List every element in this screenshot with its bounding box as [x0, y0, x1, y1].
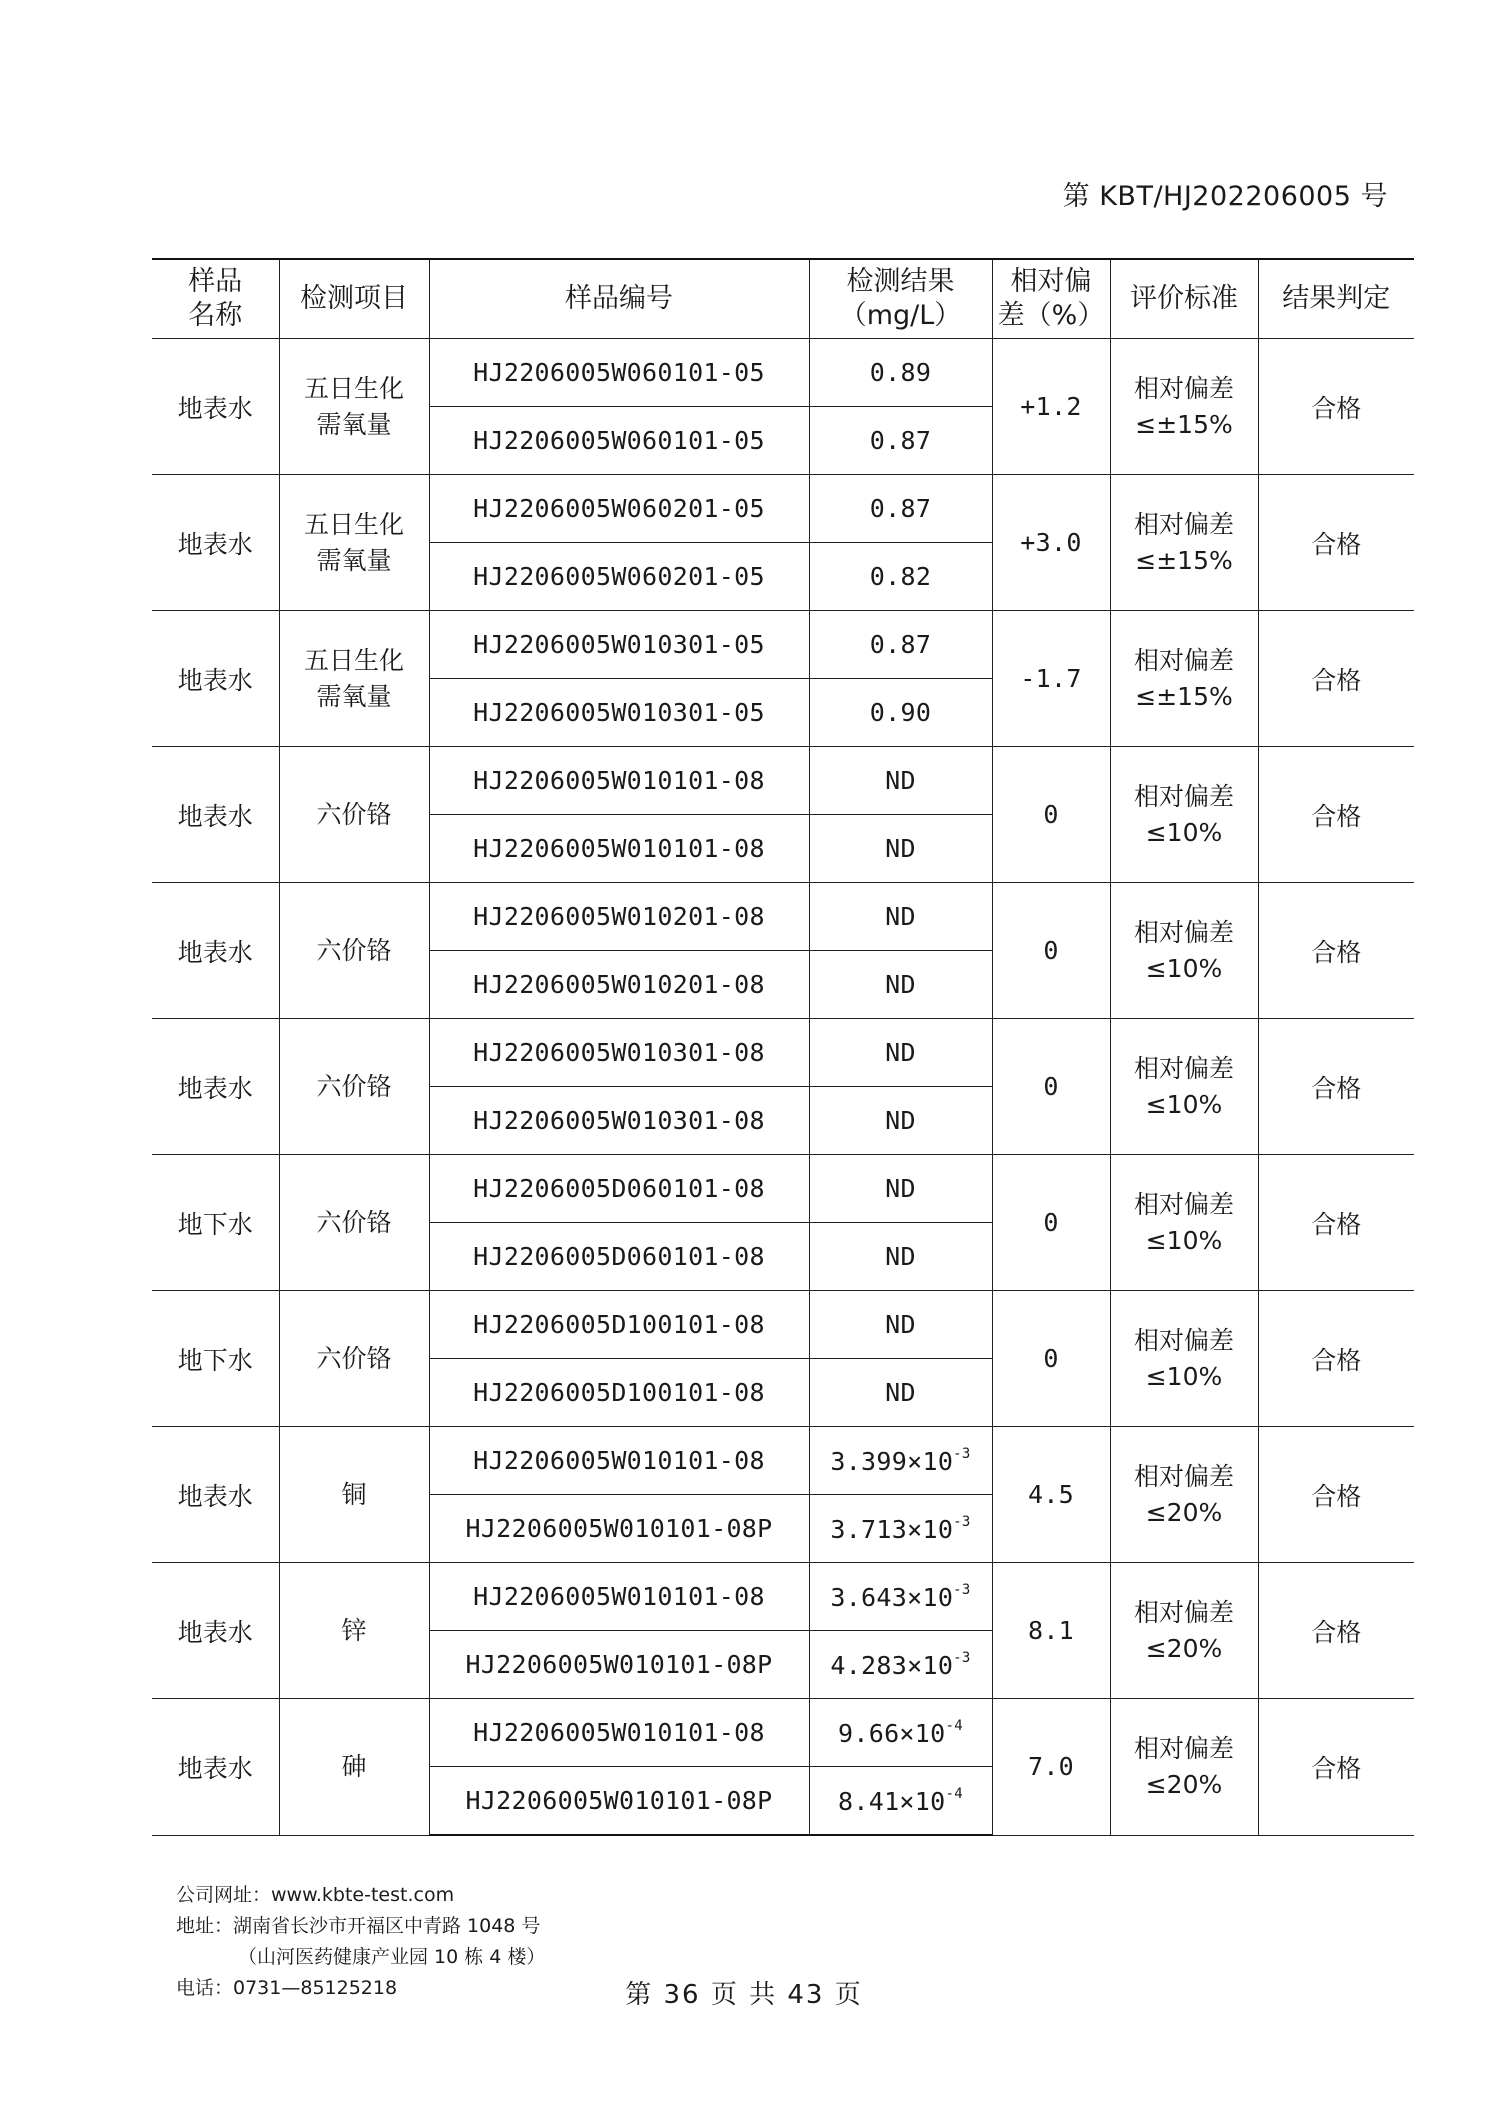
test-item-cell: 铜: [279, 1427, 429, 1563]
test-item-cell: 砷: [279, 1699, 429, 1836]
sample-id-cell: HJ2206005W010301-08: [429, 1087, 809, 1155]
standard-cell: 相对偏差 ≤10%: [1110, 1155, 1258, 1291]
result-cell: ND: [809, 1359, 992, 1427]
sample-id-cell: HJ2206005W060201-05: [429, 475, 809, 543]
result-exponent: -3: [953, 1649, 971, 1666]
sample-id-cell: HJ2206005W060101-05: [429, 339, 809, 407]
sample-id-cell: HJ2206005W010101-08P: [429, 1767, 809, 1836]
test-item-cell: 五日生化 需氧量: [279, 611, 429, 747]
header-sample-id: 样品编号: [429, 259, 809, 339]
table-row: [152, 1699, 1414, 1767]
result-cell: 0.87: [809, 611, 992, 679]
table-row: [152, 475, 1414, 543]
sample-id-cell: HJ2206005W010101-08: [429, 1699, 809, 1767]
judgement-cell: 合格: [1258, 747, 1414, 883]
result-cell: ND: [809, 747, 992, 815]
sample-name-cell: 地表水: [152, 611, 279, 747]
sample-name-cell: 地表水: [152, 1563, 279, 1699]
standard-cell: 相对偏差 ≤20%: [1110, 1699, 1258, 1836]
header-relative-deviation: 相对偏 差（%）: [992, 259, 1110, 339]
standard-cell: 相对偏差 ≤20%: [1110, 1427, 1258, 1563]
result-cell: ND: [809, 883, 992, 951]
deviation-cell: 4.5: [992, 1427, 1110, 1563]
result-cell: $3.713\times 10^{-3}$: [809, 1495, 992, 1563]
table-row: [152, 611, 1414, 679]
result-exponent: -4: [945, 1785, 963, 1802]
header-standard: 评价标准: [1110, 259, 1258, 339]
sample-name-cell: 地表水: [152, 339, 279, 475]
result-exponent: -4: [945, 1717, 963, 1734]
test-item-cell: 六价铬: [279, 1291, 429, 1427]
table-row: [152, 747, 1414, 815]
result-cell: 0.89: [809, 339, 992, 407]
table-row: [152, 1291, 1414, 1359]
judgement-cell: 合格: [1258, 475, 1414, 611]
deviation-cell: 0: [992, 1019, 1110, 1155]
sample-name-cell: 地下水: [152, 1291, 279, 1427]
sample-id-cell: HJ2206005W010101-08P: [429, 1495, 809, 1563]
deviation-cell: +1.2: [992, 339, 1110, 475]
judgement-cell: 合格: [1258, 1563, 1414, 1699]
table-header-row: [152, 259, 1414, 339]
deviation-cell: 0: [992, 1155, 1110, 1291]
judgement-cell: 合格: [1258, 883, 1414, 1019]
result-cell: 0.90: [809, 679, 992, 747]
standard-cell: 相对偏差 ≤10%: [1110, 1291, 1258, 1427]
footer-address-detail: （山河医药健康产业园 10 栋 4 楼）: [238, 1946, 546, 1968]
result-cell: ND: [809, 1019, 992, 1087]
sample-id-cell: HJ2206005D100101-08: [429, 1291, 809, 1359]
sample-name-cell: 地表水: [152, 1427, 279, 1563]
result-cell: ND: [809, 1223, 992, 1291]
judgement-cell: 合格: [1258, 1019, 1414, 1155]
sample-name-cell: 地下水: [152, 1155, 279, 1291]
result-cell: $4.283\times 10^{-3}$: [809, 1631, 992, 1699]
judgement-cell: 合格: [1258, 1699, 1414, 1836]
sample-name-cell: 地表水: [152, 475, 279, 611]
test-item-cell: 五日生化 需氧量: [279, 475, 429, 611]
header-judgement: 结果判定: [1258, 259, 1414, 339]
result-cell: ND: [809, 1155, 992, 1223]
standard-cell: 相对偏差 ≤10%: [1110, 747, 1258, 883]
header-result: 检测结果 （mg/L）: [809, 259, 992, 339]
table-body: [152, 339, 1414, 1836]
standard-cell: 相对偏差 ≤10%: [1110, 1019, 1258, 1155]
deviation-cell: -1.7: [992, 611, 1110, 747]
sample-name-cell: 地表水: [152, 747, 279, 883]
sample-id-cell: HJ2206005W010101-08P: [429, 1631, 809, 1699]
deviation-cell: 7.0: [992, 1699, 1110, 1836]
result-cell: ND: [809, 951, 992, 1019]
sample-name-cell: 地表水: [152, 883, 279, 1019]
result-cell: $8.41\times 10^{-4}$: [809, 1767, 992, 1836]
judgement-cell: 合格: [1258, 611, 1414, 747]
test-item-cell: 六价铬: [279, 1155, 429, 1291]
judgement-cell: 合格: [1258, 1155, 1414, 1291]
table-row: [152, 339, 1414, 407]
qc-results-table: [152, 258, 1414, 1836]
test-item-cell: 六价铬: [279, 883, 429, 1019]
sample-id-cell: HJ2206005W010101-08: [429, 1427, 809, 1495]
footer-phone: 电话：0731—85125218: [176, 1977, 398, 1999]
sample-id-cell: HJ2206005W010301-05: [429, 679, 809, 747]
page-number: 第 36 页 共 43 页: [625, 1980, 863, 2010]
table-row: [152, 1155, 1414, 1223]
table-row: [152, 883, 1414, 951]
result-cell: $3.643\times 10^{-3}$: [809, 1563, 992, 1631]
sample-id-cell: HJ2206005W010301-08: [429, 1019, 809, 1087]
standard-cell: 相对偏差 ≤±15%: [1110, 475, 1258, 611]
standard-cell: 相对偏差 ≤10%: [1110, 883, 1258, 1019]
footer-address: 地址：湖南省长沙市开福区中青路 1048 号: [176, 1915, 541, 1937]
header-test-item: 检测项目: [279, 259, 429, 339]
table-row: [152, 1019, 1414, 1087]
sample-id-cell: HJ2206005W010101-08: [429, 815, 809, 883]
result-cell: 0.82: [809, 543, 992, 611]
result-exponent: -3: [953, 1513, 971, 1530]
sample-name-cell: 地表水: [152, 1699, 279, 1836]
sample-id-cell: HJ2206005W010101-08: [429, 1563, 809, 1631]
result-cell: ND: [809, 815, 992, 883]
sample-id-cell: HJ2206005W010201-08: [429, 883, 809, 951]
table-row: [152, 1427, 1414, 1495]
result-cell: $9.66\times 10^{-4}$: [809, 1699, 992, 1767]
result-cell: 0.87: [809, 407, 992, 475]
sample-name-cell: 地表水: [152, 1019, 279, 1155]
test-item-cell: 六价铬: [279, 1019, 429, 1155]
test-item-cell: 五日生化 需氧量: [279, 339, 429, 475]
sample-id-cell: HJ2206005W060101-05: [429, 407, 809, 475]
sample-id-cell: HJ2206005W010201-08: [429, 951, 809, 1019]
report-number: 第 KBT/HJ202206005 号: [1062, 181, 1388, 212]
result-cell: $3.399\times 10^{-3}$: [809, 1427, 992, 1495]
result-cell: ND: [809, 1087, 992, 1155]
sample-id-cell: HJ2206005W010301-05: [429, 611, 809, 679]
judgement-cell: 合格: [1258, 339, 1414, 475]
standard-cell: 相对偏差 ≤±15%: [1110, 611, 1258, 747]
deviation-cell: 0: [992, 747, 1110, 883]
test-item-cell: 锌: [279, 1563, 429, 1699]
sample-id-cell: HJ2206005D100101-08: [429, 1359, 809, 1427]
result-exponent: -3: [953, 1445, 971, 1462]
sample-id-cell: HJ2206005W010101-08: [429, 747, 809, 815]
result-exponent: -3: [953, 1581, 971, 1598]
judgement-cell: 合格: [1258, 1291, 1414, 1427]
deviation-cell: 8.1: [992, 1563, 1110, 1699]
table-row: [152, 1563, 1414, 1631]
result-cell: ND: [809, 1291, 992, 1359]
sample-id-cell: HJ2206005D060101-08: [429, 1223, 809, 1291]
judgement-cell: 合格: [1258, 1427, 1414, 1563]
standard-cell: 相对偏差 ≤±15%: [1110, 339, 1258, 475]
result-cell: 0.87: [809, 475, 992, 543]
deviation-cell: +3.0: [992, 475, 1110, 611]
sample-id-cell: HJ2206005W060201-05: [429, 543, 809, 611]
test-item-cell: 六价铬: [279, 747, 429, 883]
deviation-cell: 0: [992, 883, 1110, 1019]
header-sample-name: 样品 名称: [152, 259, 279, 339]
sample-id-cell: HJ2206005D060101-08: [429, 1155, 809, 1223]
footer-website: 公司网址：www.kbte-test.com: [176, 1884, 455, 1906]
deviation-cell: 0: [992, 1291, 1110, 1427]
standard-cell: 相对偏差 ≤20%: [1110, 1563, 1258, 1699]
